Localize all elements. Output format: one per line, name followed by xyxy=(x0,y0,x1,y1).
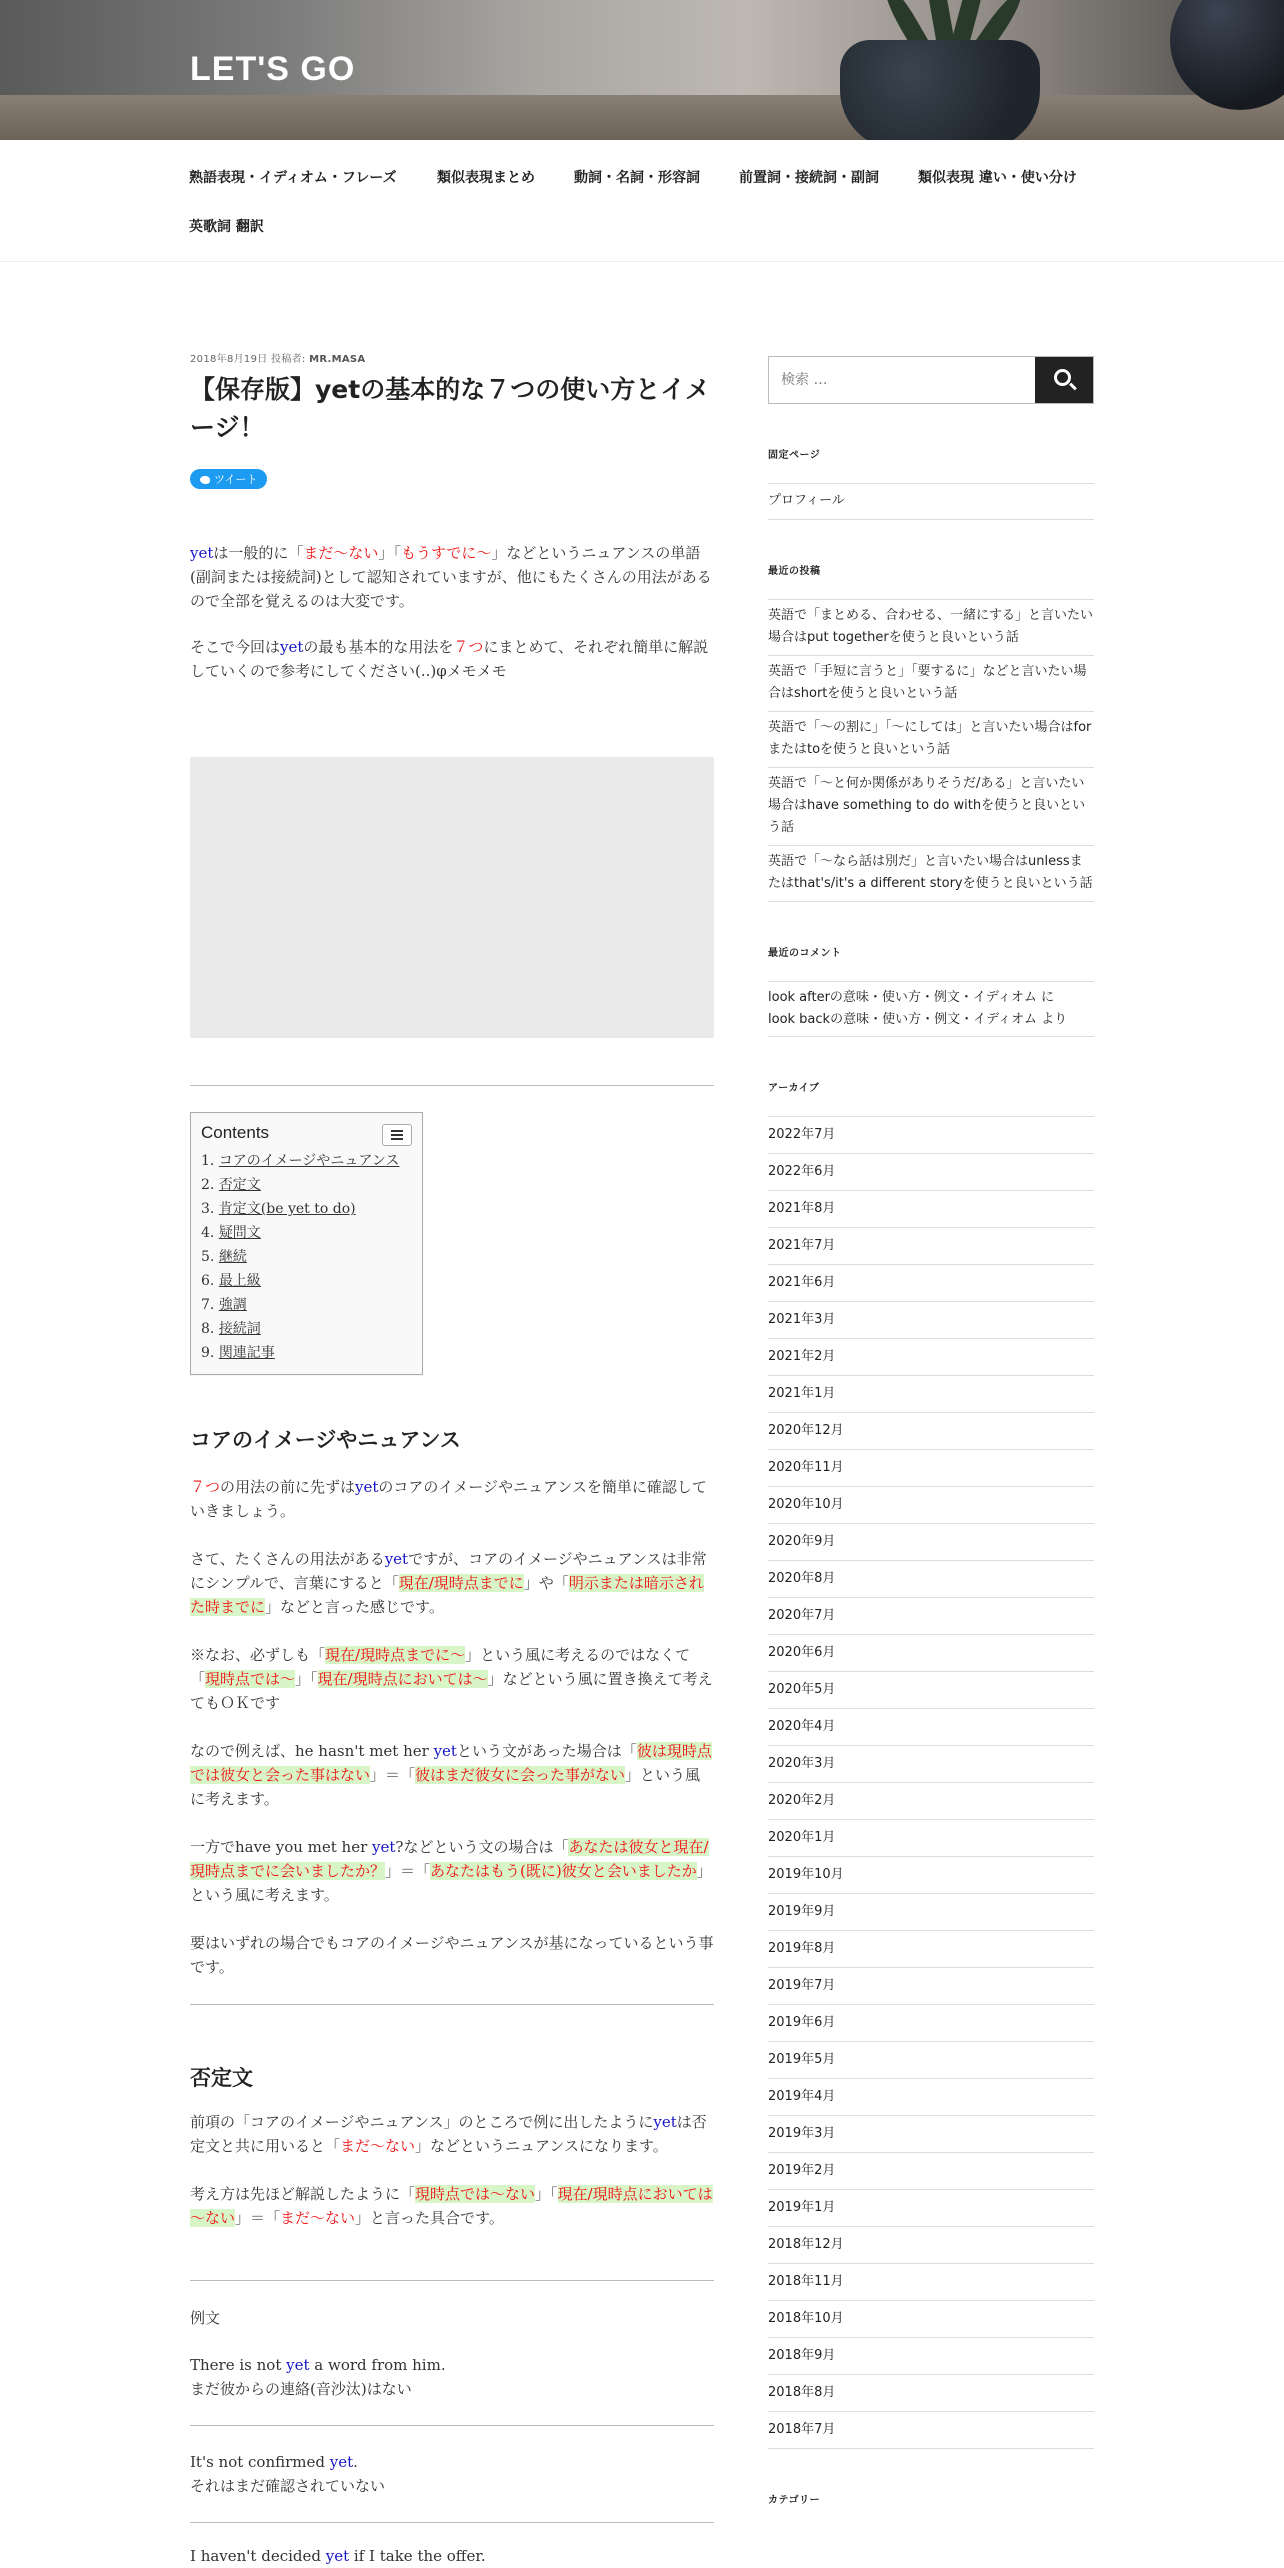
divider xyxy=(190,2425,714,2426)
archive-link[interactable]: 2020年6月 xyxy=(768,1645,836,1660)
archive-item xyxy=(768,1894,1094,1931)
divider xyxy=(190,2004,714,2005)
post-title: 【保存版】yetの基本的な７つの使い方とイメージ！ xyxy=(190,375,710,442)
article xyxy=(190,350,714,683)
main-navigation xyxy=(0,140,1284,262)
archive-link[interactable]: 2019年10月 xyxy=(768,1867,844,1882)
search-icon xyxy=(1054,369,1071,386)
toc-link-conjunction[interactable]: 接続詞 xyxy=(218,1321,261,1337)
archive-item xyxy=(768,1228,1094,1265)
archive-item xyxy=(768,1820,1094,1857)
archive-item xyxy=(768,1302,1094,1339)
archive-item xyxy=(768,1117,1094,1154)
negative-paragraph-2: 考え方は先ほど解説したように「現時点では～ない」「現在/現時点においては～ない」＝「まだ～ない」と言った具合です。 xyxy=(190,2185,713,2227)
archive-link[interactable]: 2019年2月 xyxy=(768,2163,836,2178)
divider xyxy=(190,2280,714,2281)
toc-item: 8. 接続詞 xyxy=(201,1321,261,1337)
archive-link[interactable]: 2020年8月 xyxy=(768,1571,836,1586)
archive-link[interactable]: 2020年7月 xyxy=(768,1608,836,1623)
toc-item: 5. 継続 xyxy=(201,1249,247,1265)
archive-link[interactable]: 2021年7月 xyxy=(768,1238,836,1253)
list-item xyxy=(768,846,1094,902)
archive-item xyxy=(768,2190,1094,2227)
archive-link[interactable]: 2018年12月 xyxy=(768,2237,844,2252)
recent-post-link[interactable]: 英語で「まとめる、合わせる、一緒にする」と言いたい場合はput togetherを使うと良いという話 xyxy=(768,608,1094,645)
list-item xyxy=(768,656,1094,712)
comment-link[interactable]: look afterの意味・使い方・例文・イディオム に xyxy=(768,990,1055,1005)
header-image-pot xyxy=(840,40,1040,140)
toc-link-continuation[interactable]: 継続 xyxy=(218,1249,247,1265)
tweet-button[interactable] xyxy=(190,469,267,489)
header-image-table xyxy=(0,95,1284,140)
archive-link[interactable]: 2020年4月 xyxy=(768,1719,836,1734)
list-item xyxy=(768,600,1094,656)
post-author[interactable]: MR.MASA xyxy=(309,354,366,365)
archive-item xyxy=(768,1339,1094,1376)
example-label: 例文 xyxy=(190,2309,221,2327)
archive-item xyxy=(768,1672,1094,1709)
archive-link[interactable]: 2021年8月 xyxy=(768,1201,836,1216)
archive-list xyxy=(768,1116,1094,2449)
recent-comments-list xyxy=(768,981,1094,1036)
archive-item xyxy=(768,2079,1094,2116)
archive-link[interactable]: 2018年10月 xyxy=(768,2311,844,2326)
nav-item-differences[interactable]: 類似表現 違い・使い分け xyxy=(918,170,1077,186)
archive-link[interactable]: 2019年8月 xyxy=(768,1941,836,1956)
archive-link[interactable]: 2019年9月 xyxy=(768,1904,836,1919)
section-heading-core: コアのイメージやニュアンス xyxy=(190,1428,461,1452)
archive-link[interactable]: 2019年3月 xyxy=(768,2126,836,2141)
core-paragraph-2: さて、たくさんの用法があるyetですが、コアのイメージやニュアンスは非常にシンプルで、言葉にすると「現在/現時点までに」や「明示または暗示された時までに」などと言った感じです。 xyxy=(190,1550,707,1616)
toc-link-emphasis[interactable]: 強調 xyxy=(218,1297,247,1313)
nav-item-prepositions[interactable]: 前置詞・接続詞・副詞 xyxy=(739,170,879,186)
archive-link[interactable]: 2022年7月 xyxy=(768,1127,836,1142)
toc-item: 2. 否定文 xyxy=(201,1177,261,1193)
toc-item: 7. 強調 xyxy=(201,1297,247,1313)
toc-item: 9. 関連記事 xyxy=(201,1345,275,1361)
archive-item xyxy=(768,1635,1094,1672)
example-1: There is not yet a word from him. まだ彼からの連絡(音沙汰)はない xyxy=(190,2356,446,2398)
post-meta xyxy=(190,350,714,365)
archive-item xyxy=(768,2412,1094,2449)
recent-post-link[interactable]: 英語で「～なら話は別だ」と言いたい場合はunlessまたはthat's/it's a different storyを使うと良いという話 xyxy=(768,854,1093,891)
ad-placeholder xyxy=(190,757,714,1038)
core-paragraph-4: なので例えば、he hasn't met her yetという文があった場合は「彼は現時点では彼女と会った事はない」＝「彼はまだ彼女に会った事がない」という風に考えます。 xyxy=(190,1742,712,1808)
sidebar xyxy=(768,356,1094,2506)
negative-section xyxy=(190,2110,714,2230)
recent-posts-list xyxy=(768,599,1094,902)
site-title[interactable]: LET'S GO xyxy=(190,50,356,88)
archive-item xyxy=(768,2301,1094,2338)
archive-link[interactable]: 2020年11月 xyxy=(768,1460,844,1475)
widget-title-category: カテゴリー xyxy=(768,2495,821,2506)
archive-item xyxy=(768,1413,1094,1450)
archive-item xyxy=(768,1487,1094,1524)
archive-link[interactable]: 2020年12月 xyxy=(768,1423,844,1438)
archive-item xyxy=(768,1746,1094,1783)
recent-post-link[interactable]: 英語で「～と何か関係がありそうだ/ある」と言いたい場合はhave something to do withを使うと良いという話 xyxy=(768,776,1086,835)
section-heading-negative: 否定文 xyxy=(190,2066,253,2090)
list-item xyxy=(768,982,1094,1036)
archive-link[interactable]: 2020年2月 xyxy=(768,1793,836,1808)
archive-link[interactable]: 2019年6月 xyxy=(768,2015,836,2030)
archive-item xyxy=(768,1857,1094,1894)
recent-post-link[interactable]: 英語で「手短に言うと」「要するに」などと言いたい場合はshortを使うと良いという話 xyxy=(768,664,1087,701)
archive-link[interactable]: 2018年11月 xyxy=(768,2274,844,2289)
core-section xyxy=(190,1475,714,1979)
archive-item xyxy=(768,1968,1094,2005)
toc-link-affirmative[interactable]: 肯定文(be yet to do) xyxy=(218,1201,356,1217)
archive-link[interactable]: 2020年5月 xyxy=(768,1682,836,1697)
archive-link[interactable]: 2020年1月 xyxy=(768,1830,836,1845)
archive-item xyxy=(768,2042,1094,2079)
search-input[interactable] xyxy=(769,357,1035,403)
archive-item xyxy=(768,1265,1094,1302)
toc-item: 3. 肯定文(be yet to do) xyxy=(201,1201,356,1217)
archive-link[interactable]: 2019年5月 xyxy=(768,2052,836,2067)
archive-item xyxy=(768,1709,1094,1746)
example-3: I haven't decided yet if I take the offer. xyxy=(190,2547,486,2565)
author-label: 投稿者: xyxy=(271,354,306,365)
toc-item: 6. 最上級 xyxy=(201,1273,261,1289)
link-profile[interactable]: プロフィール xyxy=(768,493,845,508)
archive-item xyxy=(768,2116,1094,2153)
toc-link-question[interactable]: 疑問文 xyxy=(218,1225,261,1241)
archive-item xyxy=(768,2153,1094,2190)
archive-link[interactable]: 2021年6月 xyxy=(768,1275,836,1290)
site-header xyxy=(0,0,1284,140)
archive-item xyxy=(768,1598,1094,1635)
toc-link-related[interactable]: 関連記事 xyxy=(218,1345,275,1361)
toc-link-superlative[interactable]: 最上級 xyxy=(218,1273,261,1289)
archive-link[interactable]: 2021年2月 xyxy=(768,1349,836,1364)
keyword-yet: yet xyxy=(190,544,214,562)
comment-link[interactable]: look backの意味・使い方・例文・イディオム より xyxy=(768,1012,1068,1027)
core-paragraph-5: 一方でhave you met her yet?などという文の場合は「あなたは彼女と現在/現時点までに会いましたか？」＝「あなたはもう(既に)彼女と会いましたか」という風に考えます。 xyxy=(190,1838,712,1904)
archive-item xyxy=(768,1524,1094,1561)
toc-link-core[interactable]: コアのイメージやニュアンス xyxy=(218,1153,400,1169)
core-paragraph-1: ７つの用法の前に先ずはyetのコアのイメージやニュアンスを簡単に確認していきましょう。 xyxy=(190,1478,707,1520)
archive-item xyxy=(768,1561,1094,1598)
archive-item xyxy=(768,2005,1094,2042)
archive-link[interactable]: 2018年8月 xyxy=(768,2385,836,2400)
archive-link[interactable]: 2020年9月 xyxy=(768,1534,836,1549)
toc-link-negative[interactable]: 否定文 xyxy=(218,1177,261,1193)
archive-item xyxy=(768,1376,1094,1413)
archive-item xyxy=(768,1783,1094,1820)
list-item xyxy=(768,768,1094,846)
archive-item xyxy=(768,1450,1094,1487)
nav-item-lyrics[interactable]: 英歌詞 翻訳 xyxy=(189,219,264,235)
header-image-ball xyxy=(1170,0,1284,110)
intro-paragraph-1: yetは一般的に「まだ～ない」「もうすでに～」などというニュアンスの単語(副詞または接続詞)として認知されていますが、他にもたくさんの用法があるので全部を覚えるのは大変です。 xyxy=(190,544,712,610)
tweet-label: ツイート xyxy=(214,473,258,486)
divider xyxy=(190,2522,714,2523)
toc-list xyxy=(201,1149,412,1365)
archive-link[interactable]: 2022年6月 xyxy=(768,1164,836,1179)
archive-link[interactable]: 2018年9月 xyxy=(768,2348,836,2363)
archive-link[interactable]: 2020年10月 xyxy=(768,1497,844,1512)
nav-item-similar[interactable]: 類似表現まとめ xyxy=(437,170,535,186)
widget-title-recent: 最近の投稿 xyxy=(768,566,821,577)
search-form xyxy=(768,356,1094,404)
negative-paragraph-1: 前項の「コアのイメージやニュアンス」のところで例に出したようにyetは否定文と共に用いると「まだ～ない」などというニュアンスになります。 xyxy=(190,2113,707,2155)
widget-title-fixed: 固定ページ xyxy=(768,450,821,461)
archive-link[interactable]: 2018年7月 xyxy=(768,2422,836,2437)
core-paragraph-3: ※なお、必ずしも「現在/現時点までに～」という風に考えるのではなくて「現時点では～」「現在/現時点においては～」などという風に置き換えて考えてもＯＫです xyxy=(190,1646,713,1712)
nav-item-verbs[interactable]: 動詞・名詞・形容詞 xyxy=(574,170,700,186)
archive-link[interactable]: 2021年3月 xyxy=(768,1312,836,1327)
toc-item: 4. 疑問文 xyxy=(201,1225,261,1241)
list-item xyxy=(768,484,1094,520)
nav-item-idioms[interactable]: 熟語表現・イディオム・フレーズ xyxy=(189,170,397,186)
toc-item: 1. コアのイメージやニュアンス xyxy=(201,1153,400,1169)
archive-item xyxy=(768,2375,1094,2412)
archive-item xyxy=(768,2338,1094,2375)
search-button[interactable] xyxy=(1035,357,1093,403)
post-date[interactable]: 2018年8月19日 xyxy=(190,354,268,365)
example-2: It's not confirmed yet. それはまだ確認されていない xyxy=(190,2453,386,2495)
archive-link[interactable]: 2019年1月 xyxy=(768,2200,836,2215)
archive-item xyxy=(768,2227,1094,2264)
widget-title-archive: アーカイブ xyxy=(768,1083,820,1094)
table-of-contents xyxy=(190,1112,423,1375)
archive-link[interactable]: 2019年4月 xyxy=(768,2089,836,2104)
archive-item xyxy=(768,1931,1094,1968)
archive-item xyxy=(768,1191,1094,1228)
archive-link[interactable]: 2021年1月 xyxy=(768,1386,836,1401)
list-item xyxy=(768,712,1094,768)
archive-link[interactable]: 2020年3月 xyxy=(768,1756,836,1771)
fixed-pages-list xyxy=(768,483,1094,520)
archive-item xyxy=(768,1154,1094,1191)
toc-title: Contents xyxy=(201,1123,270,1142)
core-paragraph-6: 要はいずれの場合でもコアのイメージやニュアンスが基になっているという事です。 xyxy=(190,1934,714,1976)
archive-link[interactable]: 2019年7月 xyxy=(768,1978,836,1993)
twitter-bird-icon xyxy=(200,476,210,484)
widget-title-comments: 最近のコメント xyxy=(768,948,842,959)
toc-toggle-button[interactable] xyxy=(382,1124,412,1146)
intro-paragraph-2: そこで今回はyetの最も基本的な用法を７つにまとめて、それぞれ簡単に解説していくので参考にしてください(..)φメモメモ xyxy=(190,638,709,680)
archive-item xyxy=(768,2264,1094,2301)
divider xyxy=(190,1085,714,1086)
recent-post-link[interactable]: 英語で「～の割に」「～にしては」と言いたい場合はforまたはtoを使うと良いという話 xyxy=(768,720,1092,757)
